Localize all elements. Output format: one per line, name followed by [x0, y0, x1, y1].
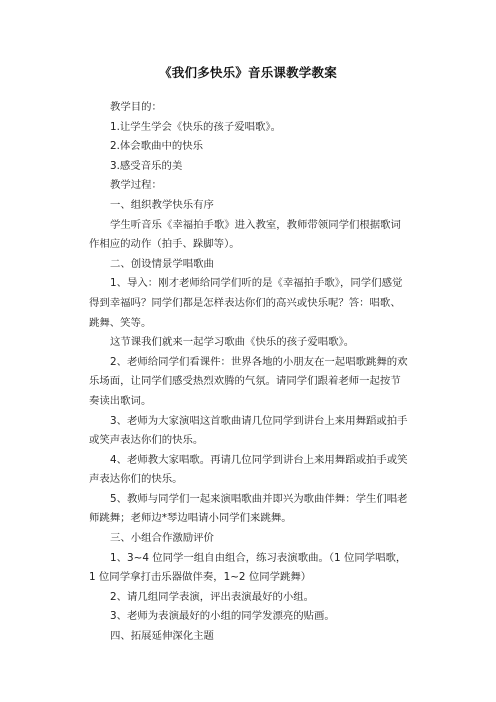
- paragraph-group-2: 2、请几组同学表演，评出表演最好的小组。: [110, 590, 315, 603]
- paragraph-process-heading: 教学过程：: [110, 179, 162, 192]
- section-heading-2: 二、创设情景学唱歌曲: [110, 257, 214, 270]
- paragraph-step-1: 1、导入：刚才老师给同学们听的是《幸福拍手歌》，同学们感觉得到幸福吗？同学们都是怎样表达你们的高兴或快乐呢？答：唱歌、跳舞、笑等。: [89, 277, 403, 329]
- paragraph-step-4: 4、老师教大家唱歌。再请几位同学到讲台上来用舞蹈或拍手或笑声表达你们的快乐。: [89, 453, 408, 486]
- paragraph-group-1: 1、3~4 位同学一组自由组合，练习表演歌曲。（1 位同学唱歌，1 位同学拿打击乐器做伴奏，1~2 位同学跳舞）: [89, 551, 407, 584]
- paragraph-section-1-body: 学生听音乐《幸福拍手歌》进入教室，教师带领同学们根据歌词作相应的动作（拍手、跺脚等）。: [89, 218, 401, 251]
- paragraph-objective-3: 3.感受音乐的美: [110, 159, 183, 172]
- section-heading-3: 三、小组合作激励评价: [110, 532, 214, 545]
- paragraph-objective-2: 2.体会歌曲中的快乐: [110, 140, 204, 153]
- document-title: 《我们多快乐》音乐课教学教案: [159, 65, 337, 80]
- paragraph-step-5: 5、教师与同学们一起来演唱歌曲并即兴为歌曲伴舞：学生们唱老师跳舞；老师边*琴边唱请小同学们来跳舞。: [89, 492, 408, 525]
- section-heading-4: 四、拓展延伸深化主题: [110, 630, 214, 643]
- document-body: [89, 98, 409, 647]
- paragraph-step-2: 2、老师给同学们看课件：世界各地的小朋友在一起唱歌跳舞的欢乐场面，让同学们感受热烈欢腾的气氛。请同学们跟着老师一起按节奏读出歌词。: [89, 355, 408, 407]
- paragraph-step-3: 3、老师为大家演唱这首歌曲请几位同学到讲台上来用舞蹈或拍手或笑声表达你们的快乐。: [89, 414, 408, 447]
- paragraph-step-1-continued: 这节课我们就来一起学习歌曲《快乐的孩子爱唱歌》。: [110, 336, 355, 349]
- paragraph-objective-1: 1.让学生学会《快乐的孩子爱唱歌》。: [110, 120, 281, 133]
- paragraph-group-3: 3、老师为表演最好的小组的同学发漂亮的贴画。: [110, 610, 335, 623]
- paragraph-objective-heading: 教学目的：: [110, 101, 162, 113]
- section-heading-1: 一、组织教学快乐有序: [110, 198, 214, 211]
